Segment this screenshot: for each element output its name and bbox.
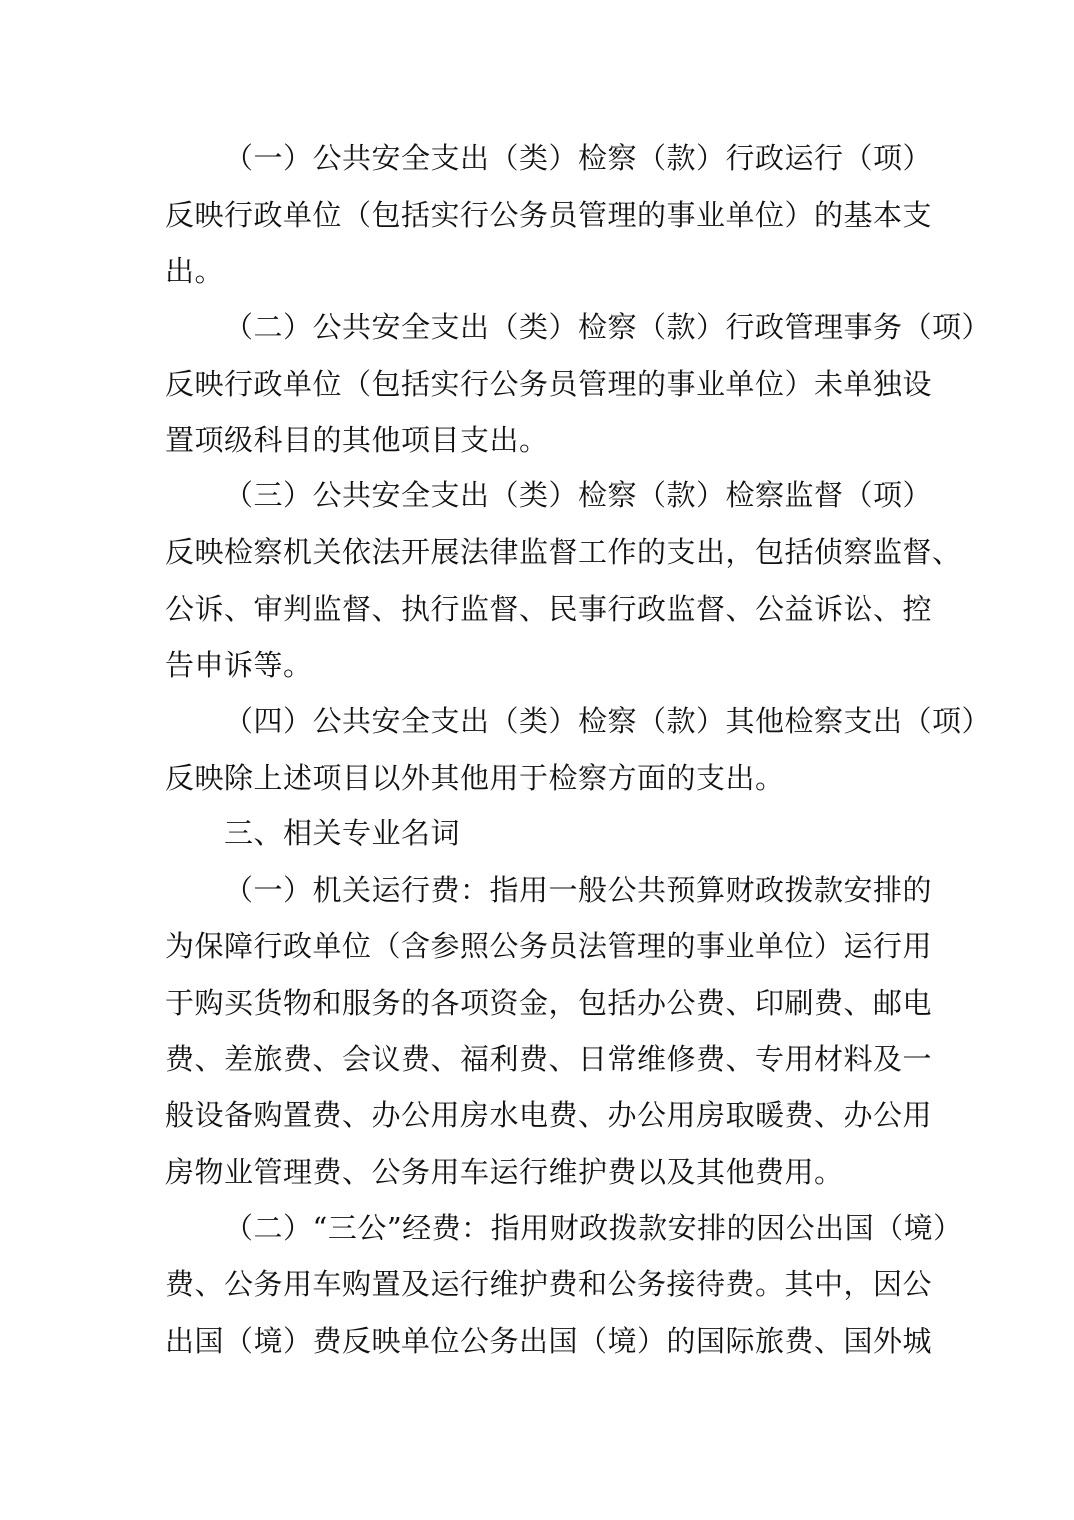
paragraph-5-line-1: （一）机关运行费：指用一般公共预算财政拨款安排的 xyxy=(224,873,933,907)
paragraph-1-line-3: 出。 xyxy=(165,254,225,288)
paragraph-3-line-3: 公诉、审判监督、执行监督、民事行政监督、公益诉讼、控 xyxy=(165,592,933,626)
section-heading: 三、相关专业名词 xyxy=(224,816,461,850)
paragraph-5-line-4: 费、差旅费、会议费、福利费、日常维修费、专用材料及一 xyxy=(165,1042,933,1076)
paragraph-2-line-3: 置项级科目的其他项目支出。 xyxy=(165,423,549,457)
paragraph-3-line-1: （三）公共安全支出（类）检察（款）检察监督（项） xyxy=(224,478,933,512)
paragraph-2-line-1: （二）公共安全支出（类）检察（款）行政管理事务（项） xyxy=(224,310,992,344)
paragraph-2-line-2: 反映行政单位（包括实行公务员管理的事业单位）未单独设 xyxy=(165,367,933,401)
paragraph-3-line-4: 告申诉等。 xyxy=(165,648,313,682)
paragraph-5-line-5: 般设备购置费、办公用房水电费、办公用房取暖费、办公用 xyxy=(165,1098,933,1132)
paragraph-6-line-3: 出国（境）费反映单位公务出国（境）的国际旅费、国外城 xyxy=(165,1324,933,1358)
paragraph-1-line-1: （一）公共安全支出（类）检察（款）行政运行（项） xyxy=(224,141,933,175)
paragraph-5-line-6: 房物业管理费、公务用车运行维护费以及其他费用。 xyxy=(165,1155,844,1189)
paragraph-4-line-2: 反映除上述项目以外其他用于检察方面的支出。 xyxy=(165,761,785,795)
paragraph-6-line-2: 费、公务用车购置及运行维护费和公务接待费。其中，因公 xyxy=(165,1267,933,1301)
paragraph-4-line-1: （四）公共安全支出（类）检察（款）其他检察支出（项） xyxy=(224,704,992,738)
paragraph-3-line-2: 反映检察机关依法开展法律监督工作的支出，包括侦察监督、 xyxy=(165,535,962,569)
paragraph-5-line-3: 于购买货物和服务的各项资金，包括办公费、印刷费、邮电 xyxy=(165,986,933,1020)
paragraph-1-line-2: 反映行政单位（包括实行公务员管理的事业单位）的基本支 xyxy=(165,198,933,232)
paragraph-6-line-1: （二）“三公”经费：指用财政拨款安排的因公出国（境） xyxy=(224,1211,963,1245)
paragraph-5-line-2: 为保障行政单位（含参照公务员法管理的事业单位）运行用 xyxy=(165,929,933,963)
